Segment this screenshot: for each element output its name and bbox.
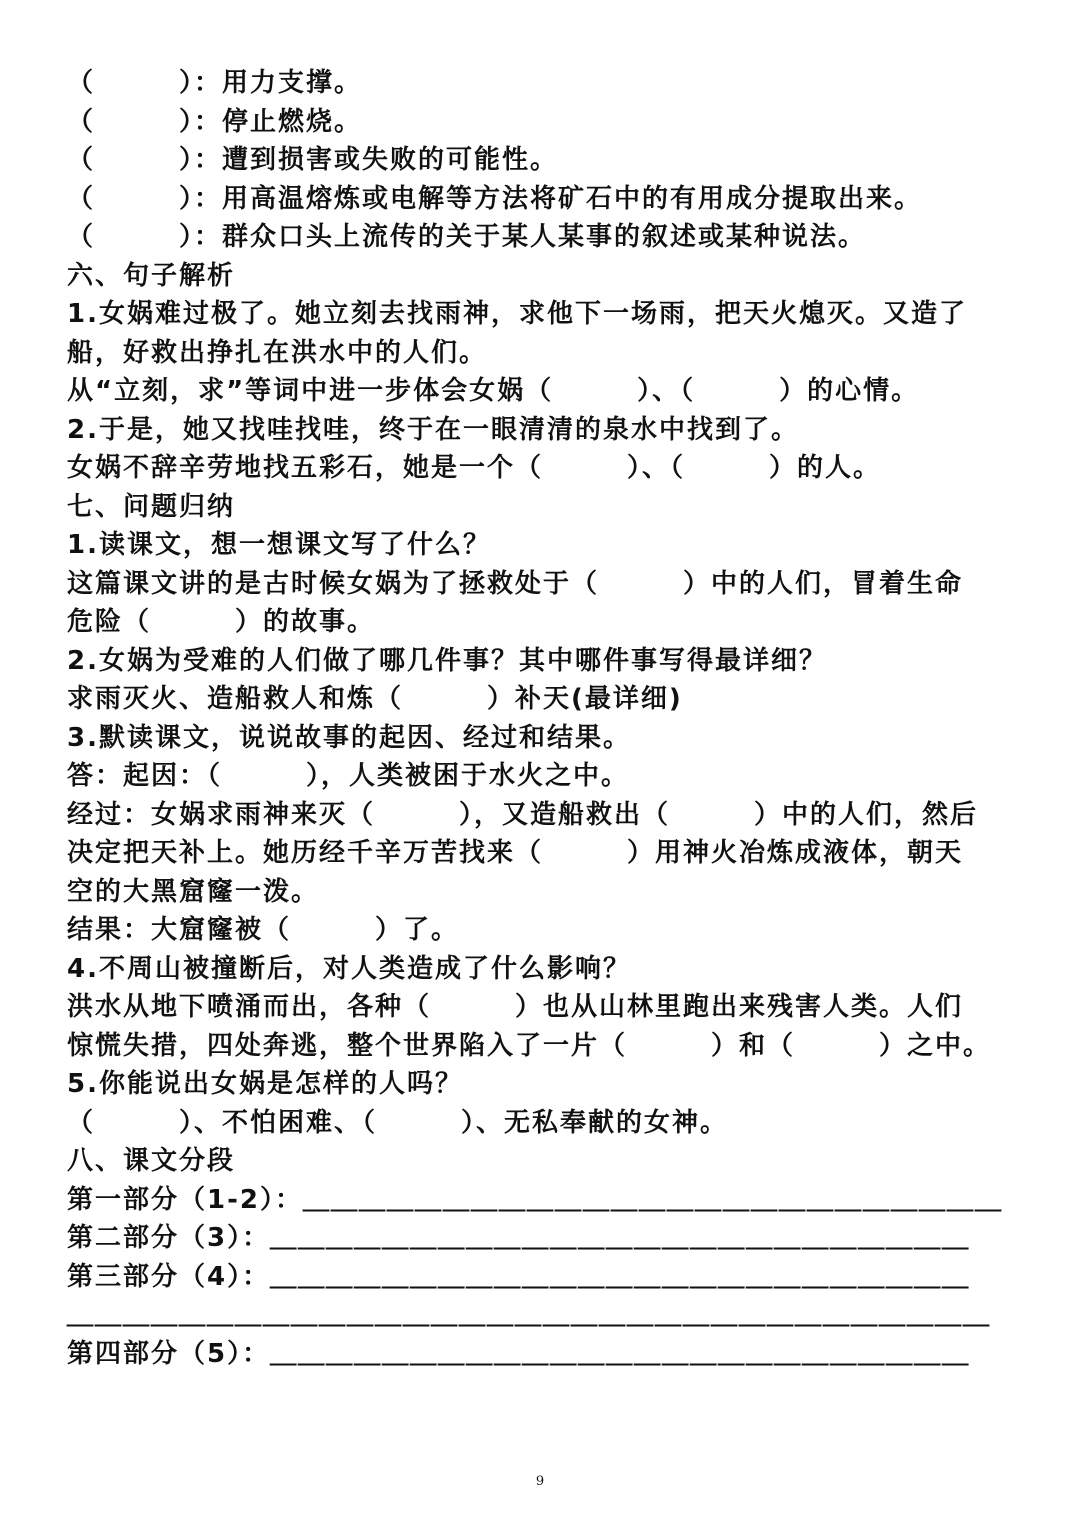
- section-heading-7: 七、问题归纳: [67, 491, 236, 522]
- answer-1-line-1: 这篇课文讲的是古时候女娲为了拯救处于（ ）中的人们，冒着生命: [67, 568, 964, 599]
- definition-blank-3: （ ）：遭到损害或失败的可能性。: [67, 145, 559, 175]
- question-5: 5.你能说出女娲是怎样的人吗？: [67, 1069, 463, 1099]
- question-4: 4.不周山被撞断后，对人类造成了什么影响？: [67, 953, 631, 984]
- question-1: 1.读课文，想一想课文写了什么？: [67, 530, 491, 560]
- question-2: 2.女娲为受难的人们做了哪几件事？其中哪件事写得最详细？: [67, 645, 827, 676]
- segment-part-4: 第四部分（5）：＿＿＿＿＿＿＿＿＿＿＿＿＿＿＿＿＿＿＿＿＿＿＿＿＿: [67, 1338, 971, 1369]
- answer-3-process-line-1: 经过：女娲求雨神来灭（ ），又造船救出（ ）中的人们，然后: [67, 799, 979, 830]
- definition-blank-1: （ ）：用力支撑。: [67, 68, 363, 98]
- answer-1-line-2: 危险（ ）的故事。: [67, 607, 376, 637]
- sentence-1-line-1: 1.女娲难过极了。她立刻去找雨神，求他下一场雨，把天火熄灭。又造了: [67, 299, 967, 329]
- segment-part-2: 第二部分（3）：＿＿＿＿＿＿＿＿＿＿＿＿＿＿＿＿＿＿＿＿＿＿＿＿＿: [67, 1223, 971, 1253]
- definition-blank-2: （ ）：停止燃烧。: [67, 106, 363, 137]
- segment-part-3-continuation: ＿＿＿＿＿＿＿＿＿＿＿＿＿＿＿＿＿＿＿＿＿＿＿＿＿＿＿＿＿＿＿＿＿: [67, 1300, 992, 1330]
- page-number: 9: [535, 1474, 545, 1489]
- section-heading-6: 六、句子解析: [67, 260, 236, 291]
- question-3: 3.默读课文，说说故事的起因、经过和结果。: [67, 722, 631, 753]
- answer-3-process-line-3: 空的大黑窟窿一泼。: [67, 876, 320, 907]
- sentence-1-question: 从“立刻，求”等词中进一步体会女娲（ ）、（ ）的心情。: [67, 376, 920, 406]
- answer-3-cause: 答：起因：（ ），人类被困于水火之中。: [67, 761, 630, 791]
- sentence-1-line-2: 船，好救出挣扎在洪水中的人们。: [67, 337, 488, 368]
- answer-3-process-line-2: 决定把天补上。她历经千辛万苦找来（ ）用神火冶炼成液体，朝天: [67, 838, 964, 868]
- definition-blank-4: （ ）：用高温熔炼或电解等方法将矿石中的有用成分提取出来。: [67, 183, 923, 214]
- section-heading-8: 八、课文分段: [67, 1146, 236, 1176]
- worksheet-content: [67, 64, 1022, 1373]
- sentence-2: 2.于是，她又找哇找哇，终于在一眼清清的泉水中找到了。: [67, 414, 799, 445]
- answer-4-line-2: 惊慌失措，四处奔逃，整个世界陷入了一片（ ）和（ ）之中。: [67, 1030, 992, 1061]
- segment-part-1: 第一部分（1-2）：＿＿＿＿＿＿＿＿＿＿＿＿＿＿＿＿＿＿＿＿＿＿＿＿＿: [67, 1184, 1003, 1215]
- answer-3-result: 结果：大窟窿被（ ）了。: [67, 915, 460, 945]
- answer-5: （ ）、不怕困难、（ ）、无私奉献的女神。: [67, 1107, 729, 1138]
- segment-part-3: 第三部分（4）：＿＿＿＿＿＿＿＿＿＿＿＿＿＿＿＿＿＿＿＿＿＿＿＿＿: [67, 1261, 971, 1292]
- definition-blank-5: （ ）：群众口头上流传的关于某人某事的叙述或某种说法。: [67, 222, 867, 252]
- sentence-2-question: 女娲不辞辛劳地找五彩石，她是一个（ ）、（ ）的人。: [67, 453, 882, 483]
- answer-4-line-1: 洪水从地下喷涌而出，各种（ ）也从山林里跑出来残害人类。人们: [67, 992, 964, 1022]
- answer-2: 求雨灭火、造船救人和炼（ ）补天(最详细): [67, 684, 683, 714]
